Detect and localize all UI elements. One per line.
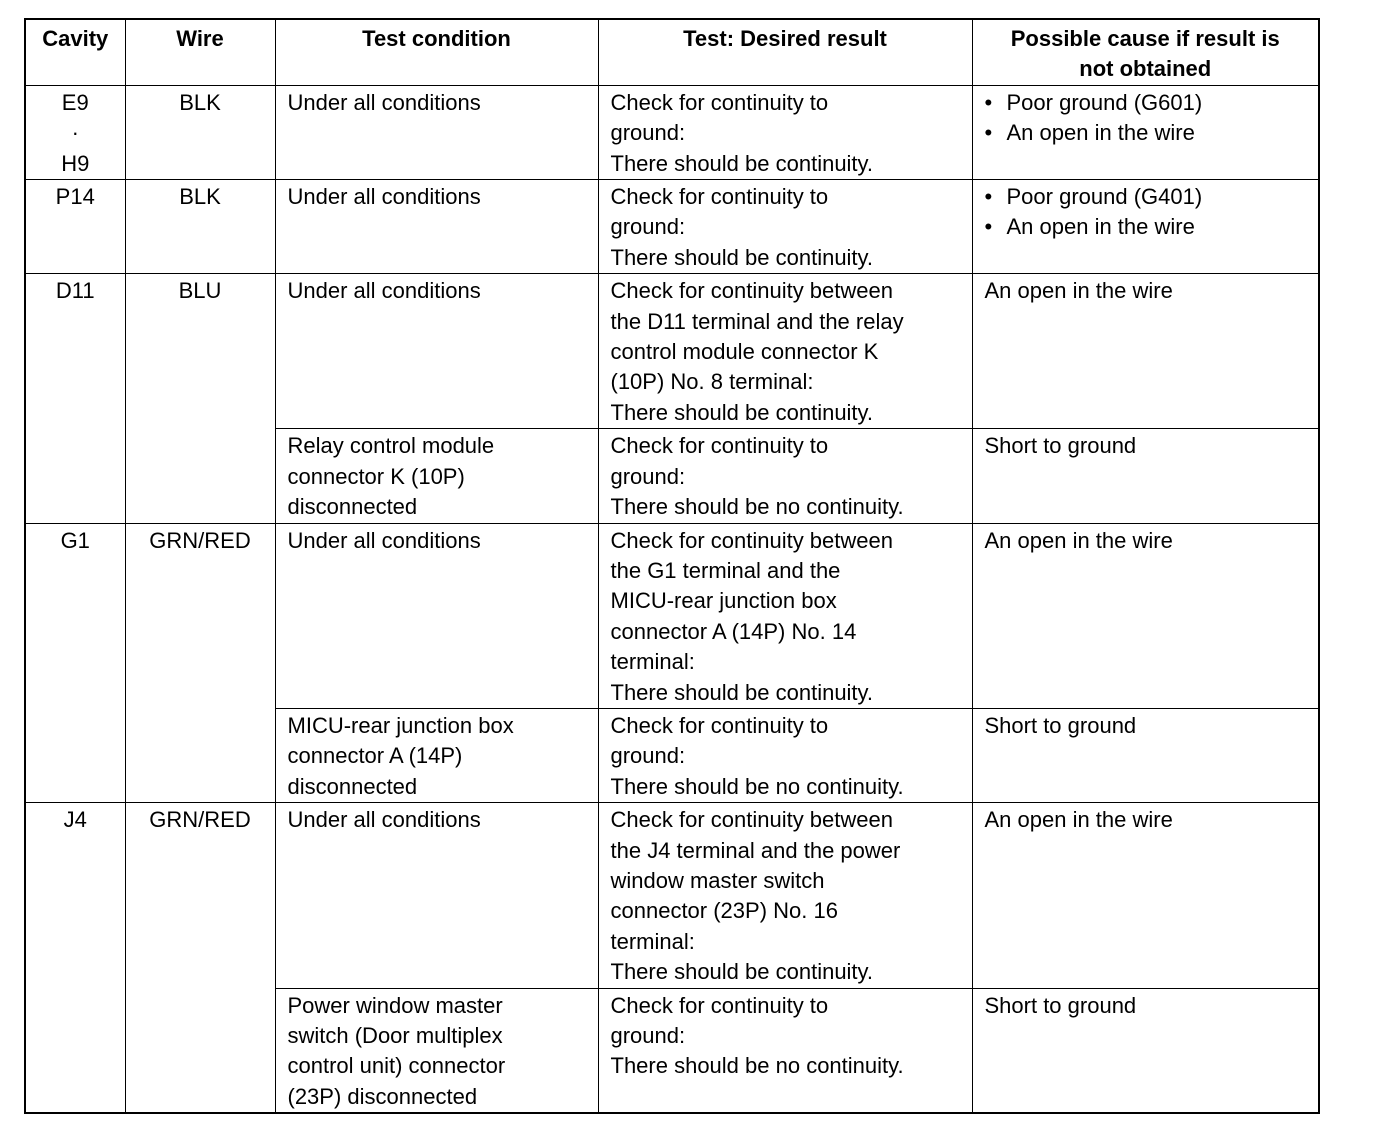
- header-desired-result: Test: Desired result: [598, 19, 972, 85]
- list-item: • Poor ground (G601): [985, 88, 1313, 118]
- list-item: • An open in the wire: [985, 212, 1313, 242]
- possible-cause-cell: An open in the wire: [972, 803, 1319, 988]
- test-condition-cell: Power window master switch (Door multiplex control unit) connector (23P) disconnected: [275, 988, 598, 1113]
- desired-result-cell: Check for continuity to ground: There should be no continuity.: [598, 988, 972, 1113]
- cavity-cell: E9 · H9: [25, 85, 125, 179]
- possible-cause-cell: An open in the wire: [972, 274, 1319, 429]
- test-condition-cell: Under all conditions: [275, 85, 598, 179]
- test-condition-cell: Under all conditions: [275, 523, 598, 708]
- test-condition-cell: Under all conditions: [275, 803, 598, 988]
- possible-cause-cell: Short to ground: [972, 708, 1319, 802]
- circuit-test-document: [24, 18, 1318, 1114]
- header-possible-cause: Possible cause if result is not obtained: [972, 19, 1319, 85]
- wire-cell: GRN/RED: [125, 523, 275, 803]
- table-row: [25, 523, 1319, 708]
- possible-cause-cell: An open in the wire: [972, 523, 1319, 708]
- header-row: [25, 19, 1319, 85]
- cavity-cell: G1: [25, 523, 125, 803]
- desired-result-cell: Check for continuity between the J4 terminal and the power window master switch connector (23P) No. 16 terminal: There should be continuity.: [598, 803, 972, 988]
- possible-cause-cell: [972, 85, 1319, 179]
- wire-cell: GRN/RED: [125, 803, 275, 1114]
- table-row: [25, 180, 1319, 274]
- table-row: [25, 803, 1319, 988]
- cause-list: [985, 88, 1313, 149]
- desired-result-cell: Check for continuity to ground: There should be no continuity.: [598, 429, 972, 523]
- test-condition-cell: Under all conditions: [275, 180, 598, 274]
- table-row: [25, 274, 1319, 429]
- wire-cell: BLK: [125, 180, 275, 274]
- cavity-cell: P14: [25, 180, 125, 274]
- desired-result-cell: Check for continuity to ground: There should be continuity.: [598, 85, 972, 179]
- desired-result-cell: Check for continuity between the D11 terminal and the relay control module connector K (10P) No. 8 terminal: There should be continuity.: [598, 274, 972, 429]
- header-wire: Wire: [125, 19, 275, 85]
- possible-cause-cell: Short to ground: [972, 429, 1319, 523]
- possible-cause-cell: [972, 180, 1319, 274]
- wire-cell: BLK: [125, 85, 275, 179]
- test-condition-cell: Under all conditions: [275, 274, 598, 429]
- header-test-condition: Test condition: [275, 19, 598, 85]
- list-item: • Poor ground (G401): [985, 182, 1313, 212]
- cavity-cell: J4: [25, 803, 125, 1114]
- possible-cause-cell: Short to ground: [972, 988, 1319, 1113]
- cavity-cell: D11: [25, 274, 125, 523]
- desired-result-cell: Check for continuity between the G1 terminal and the MICU-rear junction box connector A (14P) No. 14 terminal: There should be continuity.: [598, 523, 972, 708]
- table-row: [25, 85, 1319, 179]
- test-condition-cell: Relay control module connector K (10P) disconnected: [275, 429, 598, 523]
- list-item: • An open in the wire: [985, 118, 1313, 148]
- circuit-test-table: [24, 18, 1320, 1114]
- desired-result-cell: Check for continuity to ground: There should be continuity.: [598, 180, 972, 274]
- test-condition-cell: MICU-rear junction box connector A (14P) disconnected: [275, 708, 598, 802]
- cause-list: [985, 182, 1313, 243]
- desired-result-cell: Check for continuity to ground: There should be no continuity.: [598, 708, 972, 802]
- wire-cell: BLU: [125, 274, 275, 523]
- header-cavity: Cavity: [25, 19, 125, 85]
